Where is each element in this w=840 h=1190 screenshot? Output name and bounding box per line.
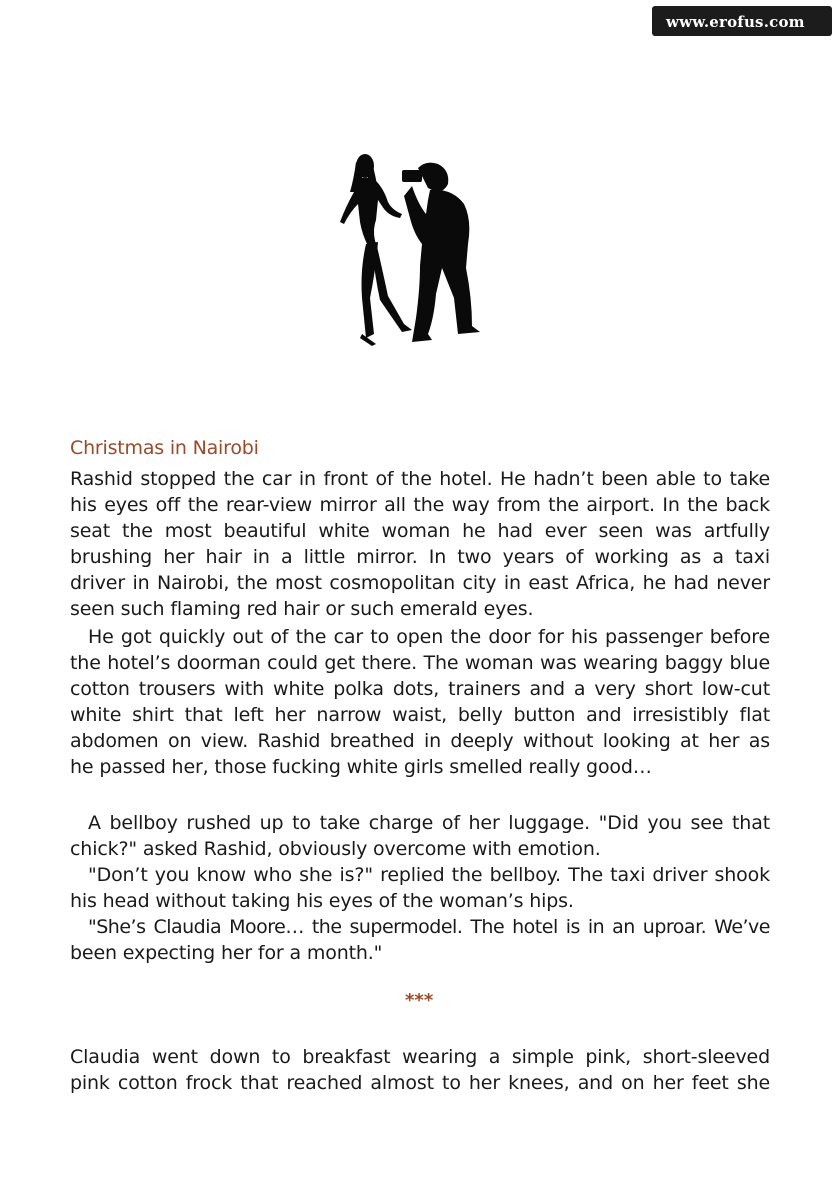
paragraph-line: He got quickly out of the car to open the door for his passenger before (88, 626, 770, 648)
paragraph-line: his head without taking his eyes of the woman’s hips. (70, 890, 574, 912)
paragraph-line: brushing her hair in a little mirror. In two years of working as a taxi (70, 546, 770, 568)
paragraph-line: abdomen on view. Rashid breathed in deeply without looking at her as (70, 730, 770, 752)
paragraph-4 (70, 1044, 770, 1096)
paragraph-line: "Don’t you know who she is?" replied the bellboy. The taxi driver shook (88, 864, 770, 886)
story-title: Christmas in Nairobi (70, 437, 259, 459)
watermark-banner (652, 6, 832, 36)
paragraph-line: seat the most beautiful white woman he had ever seen was artfully (70, 520, 770, 542)
paragraph-line: chick?" asked Rashid, obviously overcome with emotion. (70, 838, 601, 860)
paragraph-line: white shirt that left her narrow waist, belly button and irresistibly flat (70, 704, 770, 726)
paragraph-3 (70, 810, 770, 966)
paragraph-line: pink cotton frock that reached almost to her knees, and on her feet she (70, 1072, 770, 1094)
paragraph-line: cotton trousers with white polka dots, trainers and a very short low-cut (70, 678, 770, 700)
separator-text: *** (405, 990, 434, 1011)
paragraph-line: Rashid stopped the car in front of the hotel. He hadn’t been able to take (70, 468, 770, 490)
paragraph-line: the hotel’s doorman could get there. The woman was wearing baggy blue (70, 652, 770, 674)
couple-silhouette-icon (332, 148, 482, 348)
paragraph-2 (70, 624, 770, 780)
paragraph-line: "She’s Claudia Moore… the supermodel. The hotel is in an uproar. We’ve (88, 916, 770, 938)
watermark-text: www.erofus.com (666, 13, 805, 31)
paragraph-line: A bellboy rushed up to take charge of her luggage. "Did you see that (88, 812, 770, 834)
paragraph-1 (70, 466, 770, 622)
paragraph-line: driver in Nairobi, the most cosmopolitan city in east Africa, he had never (70, 572, 770, 594)
paragraph-line: Claudia went down to breakfast wearing a simple pink, short-sleeved (70, 1046, 770, 1068)
paragraph-line: he passed her, those fucking white girls smelled really good… (70, 756, 652, 778)
paragraph-line: his eyes off the rear-view mirror all the way from the airport. In the back (70, 494, 770, 516)
paragraph-line: been expecting her for a month." (70, 942, 383, 964)
paragraph-line: seen such flaming red hair or such emerald eyes. (70, 598, 534, 620)
